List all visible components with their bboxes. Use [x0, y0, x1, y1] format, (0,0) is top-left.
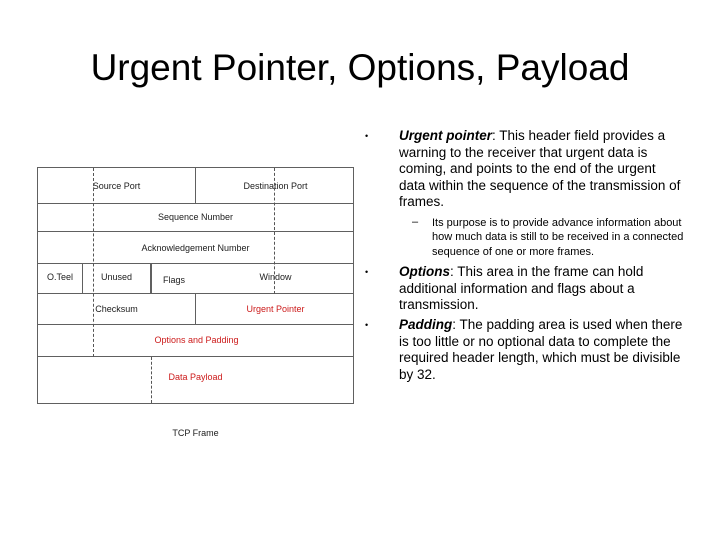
bullet-text [399, 128, 684, 211]
checksum-cell [38, 294, 196, 324]
tcp-frame-diagram [37, 167, 354, 404]
row-payload [38, 357, 353, 403]
destination-port-cell [196, 168, 355, 203]
checksum-label: Checksum [95, 304, 138, 314]
bullet-marker: • [365, 320, 369, 330]
sequence-number-label: Sequence Number [157, 212, 234, 222]
bullet-term: Options [399, 264, 450, 279]
data-payload-label: Data Payload [168, 372, 223, 382]
source-port-label: Source Port [92, 181, 141, 191]
window-cell [196, 264, 355, 293]
bullet-description: : This header field provides a warning to the receiver that urgent data is coming, and points to the end of the urgent data within the sequence of the transmission of frames. [399, 128, 681, 210]
flags-cell [151, 264, 196, 293]
dashed-guide-line [93, 168, 94, 357]
dashed-guide-line [274, 168, 275, 294]
ack-number-label: Acknowledgement Number [141, 243, 250, 253]
dashed-guide-line [151, 357, 152, 403]
sub-bullet-marker: – [412, 216, 419, 228]
row-ports [38, 168, 353, 204]
unused-label: Unused [100, 272, 133, 282]
row-ack [38, 232, 353, 264]
bullet-marker: • [365, 267, 369, 277]
destination-port-label: Destination Port [243, 181, 308, 191]
bullet-term: Padding [399, 317, 453, 332]
flags-label: Flags [162, 275, 185, 285]
offset-cell [38, 264, 83, 293]
slide-title: Urgent Pointer, Options, Payload [90, 47, 630, 88]
window-label: Window [259, 272, 292, 282]
bullet-text [399, 317, 684, 383]
bullet-text [399, 264, 684, 314]
diagram-caption: TCP Frame [172, 428, 219, 438]
sub-bullet-text: Its purpose is to provide advance information about how much data is still to be received in a connected sequence of one or more frames. [432, 217, 684, 258]
row-checksum [38, 294, 353, 325]
bullet-description: : The padding area is used when there is too little or no optional data to complete the required header length, which must be divisible by 32. [399, 317, 683, 382]
urgent-pointer-label: Urgent Pointer [246, 304, 305, 314]
offset-label: O.Teel [46, 272, 73, 282]
urgent-pointer-cell [196, 294, 355, 324]
source-port-cell [38, 168, 196, 203]
bullet-description: : This area in the frame can hold additional information and flags about a transmission. [399, 264, 644, 313]
row-flags [38, 264, 353, 294]
options-padding-label: Options and Padding [154, 335, 239, 345]
row-options [38, 325, 353, 357]
row-sequence [38, 204, 353, 232]
bullet-marker: • [365, 131, 369, 141]
bullet-term: Urgent pointer [399, 128, 492, 143]
